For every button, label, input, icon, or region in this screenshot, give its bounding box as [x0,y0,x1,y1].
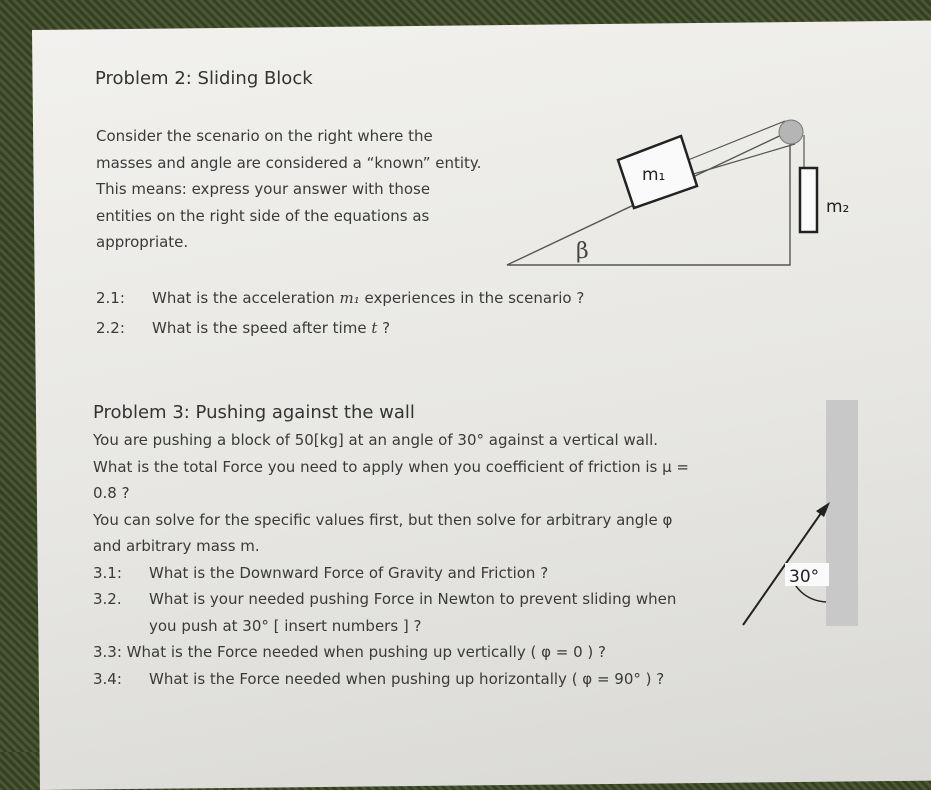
label-beta: β [576,239,589,264]
question-text: experiences in the scenario ? [364,289,585,307]
question-text: What is the acceleration [152,289,335,307]
vertical-wall [826,400,858,626]
problem3-line: and arbitrary mass m. [93,537,260,555]
problem3-line: You can solve for the specific values first, but then solve for arbitrary angle φ [93,510,673,529]
problem2-intro-line: This means: express your answer with those [96,180,431,198]
angle-label: 30° [789,567,820,587]
label-m2: m₂ [826,197,850,217]
problem2-intro-line: appropriate. [96,233,189,251]
question-number: 2.2: [96,319,125,337]
question-number: 2.1: [96,289,125,307]
question-3-3: 3.3: What is the Force needed when pushing up vertically ( φ = 0 ) ? [93,643,606,661]
question-number: 3.1: [93,563,122,582]
question-text: ? [382,319,391,337]
question-text: you push at 30° [ insert numbers ] ? [149,616,422,635]
question-text: What is the Force needed when pushing up horizontally ( φ = 90° ) ? [149,669,665,688]
question-text: What is the speed after time [152,319,367,337]
problem3-line: You are pushing a block of 50[kg] at an angle of 30° against a vertical wall. [93,431,659,449]
question-number: 3.2. [93,590,122,608]
question-number: 3.4: [93,669,122,688]
label-m1: m₁ [642,165,666,185]
problem3-line: 0.8 ? [93,484,130,502]
problem2-intro-line: entities on the right side of the equations as [96,206,430,225]
problem3-line: What is the total Force you need to apply when you coefficient of friction is µ = [93,457,689,476]
question-text: What is your needed pushing Force in Newton to prevent sliding when [149,590,677,608]
problem2-intro-line: masses and angle are considered a “known” entity. [96,153,482,172]
problem2-intro-line: Consider the scenario on the right where the [96,127,433,145]
problem3-title: Problem 3: Pushing against the wall [93,402,415,423]
problem2-title: Problem 2: Sliding Block [95,68,313,89]
variable-t: t [371,319,378,337]
question-text: What is the Downward Force of Gravity and Friction ? [149,563,549,582]
variable-m1: m₁ [339,289,360,307]
